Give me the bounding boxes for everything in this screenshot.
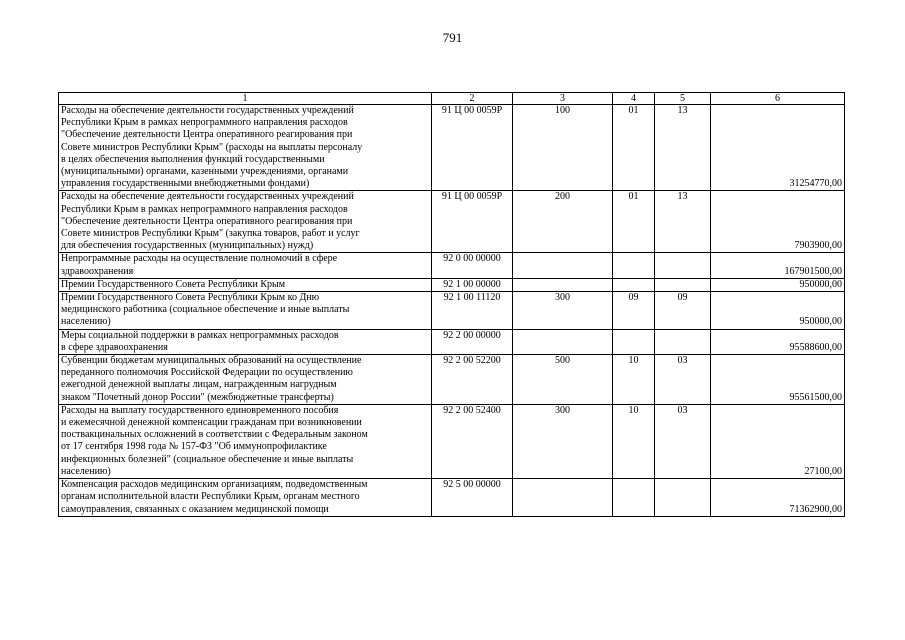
section-cell [613,253,655,278]
expense-type-cell [513,479,613,517]
target-code-cell: 92 2 00 52400 [432,404,513,478]
expense-description-cell: Субвенции бюджетам муниципальных образований на осуществление переданного полномочия Российской Федерации по осуществлению ежегодной денежной выплаты лицам, награжденным нагрудным знаком "Почетный донор России" (межбюджетные трансферты) [59,355,432,405]
expense-type-cell: 300 [513,404,613,478]
subsection-cell: 13 [655,105,711,191]
expense-description-cell: Расходы на выплату государственного единовременного пособия и ежемесячной денежной компенсации гражданам при возникновении поствакцинальных осложнений в соответствии с Федеральным законом от 17 сентября 1998 года № 157-ФЗ "Об иммунопрофилактике инфекционных болезней" (социальное обеспечение и иные выплаты населению) [59,404,432,478]
target-code-cell: 92 5 00 00000 [432,479,513,517]
table-row [59,355,845,405]
section-cell [613,329,655,354]
section-cell: 01 [613,191,655,253]
amount-cell: 95561500,00 [711,355,845,405]
budget-table [58,92,845,517]
expense-type-cell [513,253,613,278]
expense-type-cell [513,329,613,354]
target-code-cell: 92 1 00 11120 [432,292,513,330]
expense-type-cell: 500 [513,355,613,405]
expense-type-cell: 100 [513,105,613,191]
section-cell: 10 [613,355,655,405]
amount-cell: 95588600,00 [711,329,845,354]
table-row [59,253,845,278]
section-cell: 01 [613,105,655,191]
subsection-cell: 03 [655,404,711,478]
amount-cell: 71362900,00 [711,479,845,517]
amount-cell: 7903900,00 [711,191,845,253]
table-row [59,105,845,191]
page-number: 791 [442,30,463,45]
amount-cell: 167901500,00 [711,253,845,278]
expense-description-cell: Премии Государственного Совета Республики Крым [59,278,432,291]
expense-type-cell: 200 [513,191,613,253]
subsection-cell: 09 [655,292,711,330]
subsection-cell [655,278,711,291]
expense-description-cell: Компенсация расходов медицинским организациям, подведомственным органам исполнительной власти Республики Крым, органам местного самоуправления, связанных с оказанием медицинской помощи [59,479,432,517]
header-row [59,93,845,105]
section-cell: 09 [613,292,655,330]
table-row [59,404,845,478]
amount-cell: 950000,00 [711,292,845,330]
expense-description-cell: Премии Государственного Совета Республики Крым ко Дню медицинского работника (социальное обеспечение и иные выплаты населению) [59,292,432,330]
table-row [59,191,845,253]
target-code-cell: 92 2 00 52200 [432,355,513,405]
section-cell [613,479,655,517]
expense-description-cell: Непрограммные расходы на осуществление полномочий в сфере здравоохранения [59,253,432,278]
header-cell: 2 [432,93,513,105]
target-code-cell: 92 1 00 00000 [432,278,513,291]
header-cell: 5 [655,93,711,105]
expense-type-cell [513,278,613,291]
table-row [59,278,845,291]
target-code-cell: 91 Ц 00 0059Р [432,191,513,253]
expense-description-cell: Расходы на обеспечение деятельности государственных учреждений Республики Крым в рамках непрограммного направления расходов "Обеспечение деятельности Центра оперативного реагирования при Совете министров Республики Крым" (расходы на выплаты персоналу в целях обеспечения выполнения функций государственными (муниципальными) органами, казенными учреждениями, органами управления государственными внебюджетными фондами) [59,105,432,191]
expense-description-cell: Меры социальной поддержки в рамках непрограммных расходов в сфере здравоохранения [59,329,432,354]
amount-cell: 27100,00 [711,404,845,478]
subsection-cell [655,253,711,278]
subsection-cell: 03 [655,355,711,405]
table-row [59,329,845,354]
amount-cell: 950000,00 [711,278,845,291]
header-cell: 4 [613,93,655,105]
header-cell: 1 [59,93,432,105]
target-code-cell: 92 0 00 00000 [432,253,513,278]
target-code-cell: 92 2 00 00000 [432,329,513,354]
section-cell [613,278,655,291]
header-cell: 6 [711,93,845,105]
expense-description-cell: Расходы на обеспечение деятельности государственных учреждений Республики Крым в рамках непрограммного направления расходов "Обеспечение деятельности Центра оперативного реагирования при Совете министров Республики Крым" (закупка товаров, работ и услуг для обеспечения государственных (муниципальных) нужд) [59,191,432,253]
subsection-cell [655,479,711,517]
table-row [59,479,845,517]
header-cell: 3 [513,93,613,105]
expense-type-cell: 300 [513,292,613,330]
subsection-cell: 13 [655,191,711,253]
target-code-cell: 91 Ц 00 0059Р [432,105,513,191]
subsection-cell [655,329,711,354]
table-row [59,292,845,330]
amount-cell: 31254770,00 [711,105,845,191]
section-cell: 10 [613,404,655,478]
